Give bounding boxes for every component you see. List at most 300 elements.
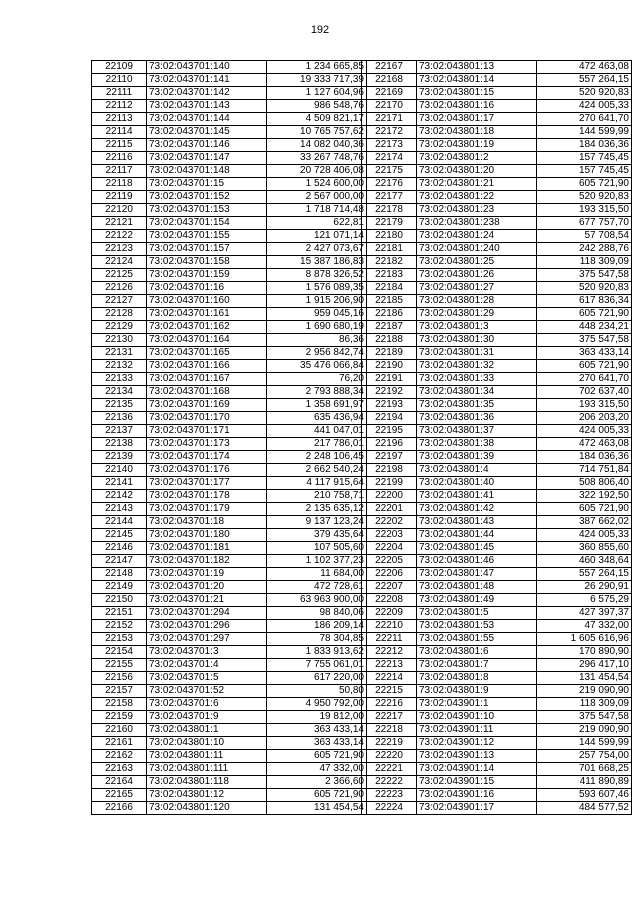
row-number: 22188 <box>362 334 417 347</box>
cadastral-value: 296 417,10 <box>537 659 632 672</box>
cadastral-number: 73:02:043801:12 <box>147 789 267 802</box>
table-row <box>362 217 632 230</box>
cadastral-number: 73:02:043801:23 <box>417 204 537 217</box>
cadastral-number: 73:02:043701:157 <box>147 243 267 256</box>
table-row <box>92 191 367 204</box>
cadastral-number: 73:02:043801:27 <box>417 282 537 295</box>
cadastral-value: 635 436,94 <box>267 412 367 425</box>
row-number: 22140 <box>92 464 147 477</box>
cadastral-number: 73:02:043801:44 <box>417 529 537 542</box>
table-row <box>362 438 632 451</box>
cadastral-number: 73:02:043701:18 <box>147 516 267 529</box>
table-row <box>362 308 632 321</box>
cadastral-number: 73:02:043801:10 <box>147 737 267 750</box>
cadastral-value: 605 721,90 <box>537 360 632 373</box>
cadastral-number: 73:02:043801:2 <box>417 152 537 165</box>
row-number: 22206 <box>362 568 417 581</box>
cadastral-value: 617 836,34 <box>537 295 632 308</box>
table-row <box>92 113 367 126</box>
cadastral-number: 73:02:043801:26 <box>417 269 537 282</box>
row-number: 22194 <box>362 412 417 425</box>
row-number: 22147 <box>92 555 147 568</box>
cadastral-number: 73:02:043701:144 <box>147 113 267 126</box>
table-row <box>362 243 632 256</box>
table-row <box>362 360 632 373</box>
cadastral-value: 257 754,00 <box>537 750 632 763</box>
cadastral-value: 605 721,90 <box>267 750 367 763</box>
cadastral-number: 73:02:043801:28 <box>417 295 537 308</box>
cadastral-number: 73:02:043701:296 <box>147 620 267 633</box>
table-row <box>92 698 367 711</box>
cadastral-value: 520 920,83 <box>537 191 632 204</box>
cadastral-value: 1 127 604,96 <box>267 87 367 100</box>
row-number: 22112 <box>92 100 147 113</box>
table-row <box>362 516 632 529</box>
cadastral-number: 73:02:043701:6 <box>147 698 267 711</box>
cadastral-number: 73:02:043801:5 <box>417 607 537 620</box>
row-number: 22216 <box>362 698 417 711</box>
row-number: 22209 <box>362 607 417 620</box>
row-number: 22132 <box>92 360 147 373</box>
cadastral-value: 144 599,99 <box>537 126 632 139</box>
cadastral-number: 73:02:043801:41 <box>417 490 537 503</box>
cadastral-value: 186 209,14 <box>267 620 367 633</box>
row-number: 22164 <box>92 776 147 789</box>
table-row <box>92 581 367 594</box>
cadastral-value: 605 721,90 <box>537 503 632 516</box>
cadastral-number: 73:02:043701:140 <box>147 61 267 74</box>
cadastral-value: 20 728 406,08 <box>267 165 367 178</box>
table-row <box>362 581 632 594</box>
cadastral-number: 73:02:043701:146 <box>147 139 267 152</box>
cadastral-value: 86,36 <box>267 334 367 347</box>
cadastral-value: 1 358 691,97 <box>267 399 367 412</box>
table-row <box>92 165 367 178</box>
cadastral-value: 98 840,06 <box>267 607 367 620</box>
table-row <box>362 282 632 295</box>
right-column-table <box>361 60 632 815</box>
row-number: 22153 <box>92 633 147 646</box>
cadastral-value: 193 315,50 <box>537 204 632 217</box>
table-row <box>92 750 367 763</box>
table-row <box>92 139 367 152</box>
row-number: 22129 <box>92 321 147 334</box>
table-row <box>362 386 632 399</box>
table-row <box>92 633 367 646</box>
cadastral-number: 73:02:043901:10 <box>417 711 537 724</box>
cadastral-value: 7 755 061,01 <box>267 659 367 672</box>
cadastral-value: 1 102 377,23 <box>267 555 367 568</box>
table-row <box>92 620 367 633</box>
table-row <box>92 126 367 139</box>
table-row <box>92 282 367 295</box>
table-row <box>92 711 367 724</box>
row-number: 22122 <box>92 230 147 243</box>
cadastral-value: 375 547,58 <box>537 269 632 282</box>
cadastral-number: 73:02:043701:152 <box>147 191 267 204</box>
cadastral-value: 427 397,37 <box>537 607 632 620</box>
table-row <box>92 399 367 412</box>
cadastral-value: 26 290,91 <box>537 581 632 594</box>
table-row <box>92 529 367 542</box>
cadastral-number: 73:02:043701:297 <box>147 633 267 646</box>
row-number: 22156 <box>92 672 147 685</box>
table-row <box>362 204 632 217</box>
row-number: 22121 <box>92 217 147 230</box>
cadastral-number: 73:02:043701:182 <box>147 555 267 568</box>
table-row <box>92 152 367 165</box>
table-row <box>92 308 367 321</box>
cadastral-number: 73:02:043801:33 <box>417 373 537 386</box>
row-number: 22204 <box>362 542 417 555</box>
table-row <box>362 529 632 542</box>
cadastral-value: 986 548,76 <box>267 100 367 113</box>
cadastral-number: 73:02:043801:7 <box>417 659 537 672</box>
row-number: 22119 <box>92 191 147 204</box>
cadastral-value: 57 708,54 <box>537 230 632 243</box>
table-row <box>362 711 632 724</box>
cadastral-value: 184 036,36 <box>537 139 632 152</box>
table-row <box>92 672 367 685</box>
cadastral-number: 73:02:043701:159 <box>147 269 267 282</box>
cadastral-number: 73:02:043701:171 <box>147 425 267 438</box>
table-row <box>362 269 632 282</box>
cadastral-value: 424 005,33 <box>537 100 632 113</box>
row-number: 22178 <box>362 204 417 217</box>
cadastral-number: 73:02:043801:24 <box>417 230 537 243</box>
cadastral-number: 73:02:043901:14 <box>417 763 537 776</box>
cadastral-value: 375 547,58 <box>537 334 632 347</box>
cadastral-number: 73:02:043801:3 <box>417 321 537 334</box>
cadastral-value: 219 090,90 <box>537 685 632 698</box>
cadastral-value: 379 435,64 <box>267 529 367 542</box>
row-number: 22109 <box>92 61 147 74</box>
table-row <box>362 113 632 126</box>
cadastral-number: 73:02:043701:141 <box>147 74 267 87</box>
row-number: 22136 <box>92 412 147 425</box>
table-row <box>362 659 632 672</box>
cadastral-value: 605 721,90 <box>537 308 632 321</box>
table-row <box>362 555 632 568</box>
cadastral-number: 73:02:043801:25 <box>417 256 537 269</box>
table-row <box>92 555 367 568</box>
cadastral-value: 1 690 680,19 <box>267 321 367 334</box>
left-column-table <box>91 60 367 815</box>
cadastral-number: 73:02:043801:120 <box>147 802 267 815</box>
table-row <box>362 672 632 685</box>
cadastral-number: 73:02:043801:37 <box>417 425 537 438</box>
row-number: 22193 <box>362 399 417 412</box>
row-number: 22142 <box>92 490 147 503</box>
cadastral-value: 441 047,01 <box>267 425 367 438</box>
row-number: 22174 <box>362 152 417 165</box>
cadastral-number: 73:02:043701:294 <box>147 607 267 620</box>
cadastral-number: 73:02:043701:166 <box>147 360 267 373</box>
row-number: 22127 <box>92 295 147 308</box>
table-row <box>362 100 632 113</box>
cadastral-number: 73:02:043701:155 <box>147 230 267 243</box>
table-row <box>362 399 632 412</box>
row-number: 22120 <box>92 204 147 217</box>
row-number: 22138 <box>92 438 147 451</box>
table-row <box>362 74 632 87</box>
table-row <box>362 490 632 503</box>
table-row <box>92 763 367 776</box>
cadastral-number: 73:02:043801:55 <box>417 633 537 646</box>
table-row <box>362 373 632 386</box>
cadastral-value: 1 833 913,62 <box>267 646 367 659</box>
cadastral-number: 73:02:043801:48 <box>417 581 537 594</box>
row-number: 22144 <box>92 516 147 529</box>
cadastral-number: 73:02:043801:6 <box>417 646 537 659</box>
row-number: 22135 <box>92 399 147 412</box>
table-row <box>92 607 367 620</box>
cadastral-value: 508 806,40 <box>537 477 632 490</box>
row-number: 22159 <box>92 711 147 724</box>
table-row <box>92 477 367 490</box>
cadastral-value: 322 192,50 <box>537 490 632 503</box>
table-row <box>92 178 367 191</box>
row-number: 22163 <box>92 763 147 776</box>
table-row <box>362 685 632 698</box>
cadastral-number: 73:02:043801:15 <box>417 87 537 100</box>
table-row <box>362 646 632 659</box>
cadastral-number: 73:02:043701:147 <box>147 152 267 165</box>
cadastral-value: 557 264,15 <box>537 74 632 87</box>
table-row <box>362 724 632 737</box>
table-row <box>362 165 632 178</box>
cadastral-value: 8 878 326,52 <box>267 269 367 282</box>
cadastral-value: 702 637,40 <box>537 386 632 399</box>
row-number: 22183 <box>362 269 417 282</box>
row-number: 22208 <box>362 594 417 607</box>
row-number: 22219 <box>362 737 417 750</box>
cadastral-number: 73:02:043701:148 <box>147 165 267 178</box>
cadastral-value: 520 920,83 <box>537 282 632 295</box>
table-row <box>362 139 632 152</box>
cadastral-number: 73:02:043801:45 <box>417 542 537 555</box>
cadastral-value: 363 433,14 <box>537 347 632 360</box>
cadastral-number: 73:02:043901:15 <box>417 776 537 789</box>
row-number: 22143 <box>92 503 147 516</box>
table-row <box>362 347 632 360</box>
cadastral-value: 2 427 073,67 <box>267 243 367 256</box>
cadastral-number: 73:02:043901:1 <box>417 698 537 711</box>
cadastral-value: 210 758,71 <box>267 490 367 503</box>
row-number: 22192 <box>362 386 417 399</box>
row-number: 22203 <box>362 529 417 542</box>
cadastral-number: 73:02:043801:238 <box>417 217 537 230</box>
row-number: 22152 <box>92 620 147 633</box>
row-number: 22117 <box>92 165 147 178</box>
row-number: 22160 <box>92 724 147 737</box>
row-number: 22133 <box>92 373 147 386</box>
cadastral-number: 73:02:043901:12 <box>417 737 537 750</box>
cadastral-number: 73:02:043801:31 <box>417 347 537 360</box>
cadastral-value: 424 005,33 <box>537 425 632 438</box>
cadastral-number: 73:02:043701:145 <box>147 126 267 139</box>
row-number: 22113 <box>92 113 147 126</box>
cadastral-number: 73:02:043801:42 <box>417 503 537 516</box>
cadastral-value: 157 745,45 <box>537 165 632 178</box>
row-number: 22218 <box>362 724 417 737</box>
cadastral-value: 206 203,20 <box>537 412 632 425</box>
cadastral-value: 4 117 915,64 <box>267 477 367 490</box>
cadastral-number: 73:02:043901:13 <box>417 750 537 763</box>
row-number: 22158 <box>92 698 147 711</box>
cadastral-value: 217 786,01 <box>267 438 367 451</box>
row-number: 22170 <box>362 100 417 113</box>
row-number: 22190 <box>362 360 417 373</box>
row-number: 22134 <box>92 386 147 399</box>
table-row <box>362 87 632 100</box>
cadastral-number: 73:02:043801:47 <box>417 568 537 581</box>
cadastral-value: 78 304,85 <box>267 633 367 646</box>
cadastral-value: 47 332,00 <box>537 620 632 633</box>
row-number: 22217 <box>362 711 417 724</box>
cadastral-number: 73:02:043701:162 <box>147 321 267 334</box>
cadastral-value: 76,20 <box>267 373 367 386</box>
cadastral-number: 73:02:043701:142 <box>147 87 267 100</box>
row-number: 22141 <box>92 477 147 490</box>
row-number: 22197 <box>362 451 417 464</box>
row-number: 22111 <box>92 87 147 100</box>
table-row <box>362 633 632 646</box>
cadastral-number: 73:02:043701:170 <box>147 412 267 425</box>
cadastral-value: 360 855,60 <box>537 542 632 555</box>
row-number: 22171 <box>362 113 417 126</box>
cadastral-value: 107 505,60 <box>267 542 367 555</box>
table-row <box>92 269 367 282</box>
row-number: 22168 <box>362 74 417 87</box>
table-row <box>362 594 632 607</box>
cadastral-value: 2 567 000,00 <box>267 191 367 204</box>
table-row <box>92 61 367 74</box>
cadastral-number: 73:02:043701:177 <box>147 477 267 490</box>
row-number: 22182 <box>362 256 417 269</box>
cadastral-value: 47 332,00 <box>267 763 367 776</box>
table-row <box>362 152 632 165</box>
cadastral-number: 73:02:043801:34 <box>417 386 537 399</box>
row-number: 22123 <box>92 243 147 256</box>
cadastral-value: 33 267 748,76 <box>267 152 367 165</box>
cadastral-number: 73:02:043801:30 <box>417 334 537 347</box>
cadastral-value: 617 220,00 <box>267 672 367 685</box>
table-row <box>92 204 367 217</box>
row-number: 22214 <box>362 672 417 685</box>
table-row <box>362 191 632 204</box>
cadastral-number: 73:02:043701:20 <box>147 581 267 594</box>
cadastral-number: 73:02:043801:19 <box>417 139 537 152</box>
cadastral-number: 73:02:043801:22 <box>417 191 537 204</box>
table-row <box>92 451 367 464</box>
row-number: 22196 <box>362 438 417 451</box>
cadastral-value: 184 036,36 <box>537 451 632 464</box>
cadastral-number: 73:02:043801:38 <box>417 438 537 451</box>
row-number: 22145 <box>92 529 147 542</box>
row-number: 22125 <box>92 269 147 282</box>
cadastral-value: 131 454,54 <box>537 672 632 685</box>
cadastral-value: 1 524 600,00 <box>267 178 367 191</box>
row-number: 22191 <box>362 373 417 386</box>
cadastral-value: 605 721,90 <box>267 789 367 802</box>
row-number: 22177 <box>362 191 417 204</box>
table-row <box>362 620 632 633</box>
table-row <box>362 737 632 750</box>
row-number: 22167 <box>362 61 417 74</box>
cadastral-number: 73:02:043801:4 <box>417 464 537 477</box>
cadastral-value: 170 890,90 <box>537 646 632 659</box>
cadastral-value: 714 751,84 <box>537 464 632 477</box>
row-number: 22126 <box>92 282 147 295</box>
row-number: 22221 <box>362 763 417 776</box>
table-row <box>92 386 367 399</box>
cadastral-value: 270 641,70 <box>537 113 632 126</box>
cadastral-value: 484 577,52 <box>537 802 632 815</box>
cadastral-number: 73:02:043701:153 <box>147 204 267 217</box>
table-row <box>92 659 367 672</box>
row-number: 22180 <box>362 230 417 243</box>
table-row <box>92 568 367 581</box>
cadastral-number: 73:02:043701:179 <box>147 503 267 516</box>
page-number: 192 <box>310 24 330 36</box>
cadastral-number: 73:02:043701:52 <box>147 685 267 698</box>
cadastral-value: 2 662 540,24 <box>267 464 367 477</box>
table-row <box>362 750 632 763</box>
row-number: 22212 <box>362 646 417 659</box>
cadastral-number: 73:02:043801:53 <box>417 620 537 633</box>
cadastral-value: 11 684,00 <box>267 568 367 581</box>
row-number: 22198 <box>362 464 417 477</box>
cadastral-number: 73:02:043901:17 <box>417 802 537 815</box>
cadastral-value: 622,81 <box>267 217 367 230</box>
table-row <box>362 763 632 776</box>
row-number: 22211 <box>362 633 417 646</box>
cadastral-number: 73:02:043801:43 <box>417 516 537 529</box>
cadastral-value: 2 248 106,45 <box>267 451 367 464</box>
row-number: 22165 <box>92 789 147 802</box>
row-number: 22199 <box>362 477 417 490</box>
table-row <box>92 776 367 789</box>
cadastral-value: 411 890,89 <box>537 776 632 789</box>
cadastral-number: 73:02:043701:19 <box>147 568 267 581</box>
cadastral-value: 363 433,14 <box>267 737 367 750</box>
table-row <box>362 256 632 269</box>
cadastral-number: 73:02:043801:20 <box>417 165 537 178</box>
cadastral-value: 424 005,33 <box>537 529 632 542</box>
cadastral-number: 73:02:043701:169 <box>147 399 267 412</box>
cadastral-value: 1 605 616,96 <box>537 633 632 646</box>
cadastral-number: 73:02:043801:111 <box>147 763 267 776</box>
table-row <box>92 360 367 373</box>
table-row <box>92 737 367 750</box>
table-row <box>92 295 367 308</box>
row-number: 22110 <box>92 74 147 87</box>
row-number: 22150 <box>92 594 147 607</box>
table-row <box>362 334 632 347</box>
cadastral-value: 19 812,00 <box>267 711 367 724</box>
row-number: 22131 <box>92 347 147 360</box>
table-row <box>362 607 632 620</box>
table-row <box>92 334 367 347</box>
cadastral-number: 73:02:043701:3 <box>147 646 267 659</box>
cadastral-value: 363 433,14 <box>267 724 367 737</box>
cadastral-number: 73:02:043801:13 <box>417 61 537 74</box>
cadastral-number: 73:02:043801:36 <box>417 412 537 425</box>
cadastral-value: 10 765 757,62 <box>267 126 367 139</box>
table-row <box>92 217 367 230</box>
cadastral-number: 73:02:043701:158 <box>147 256 267 269</box>
